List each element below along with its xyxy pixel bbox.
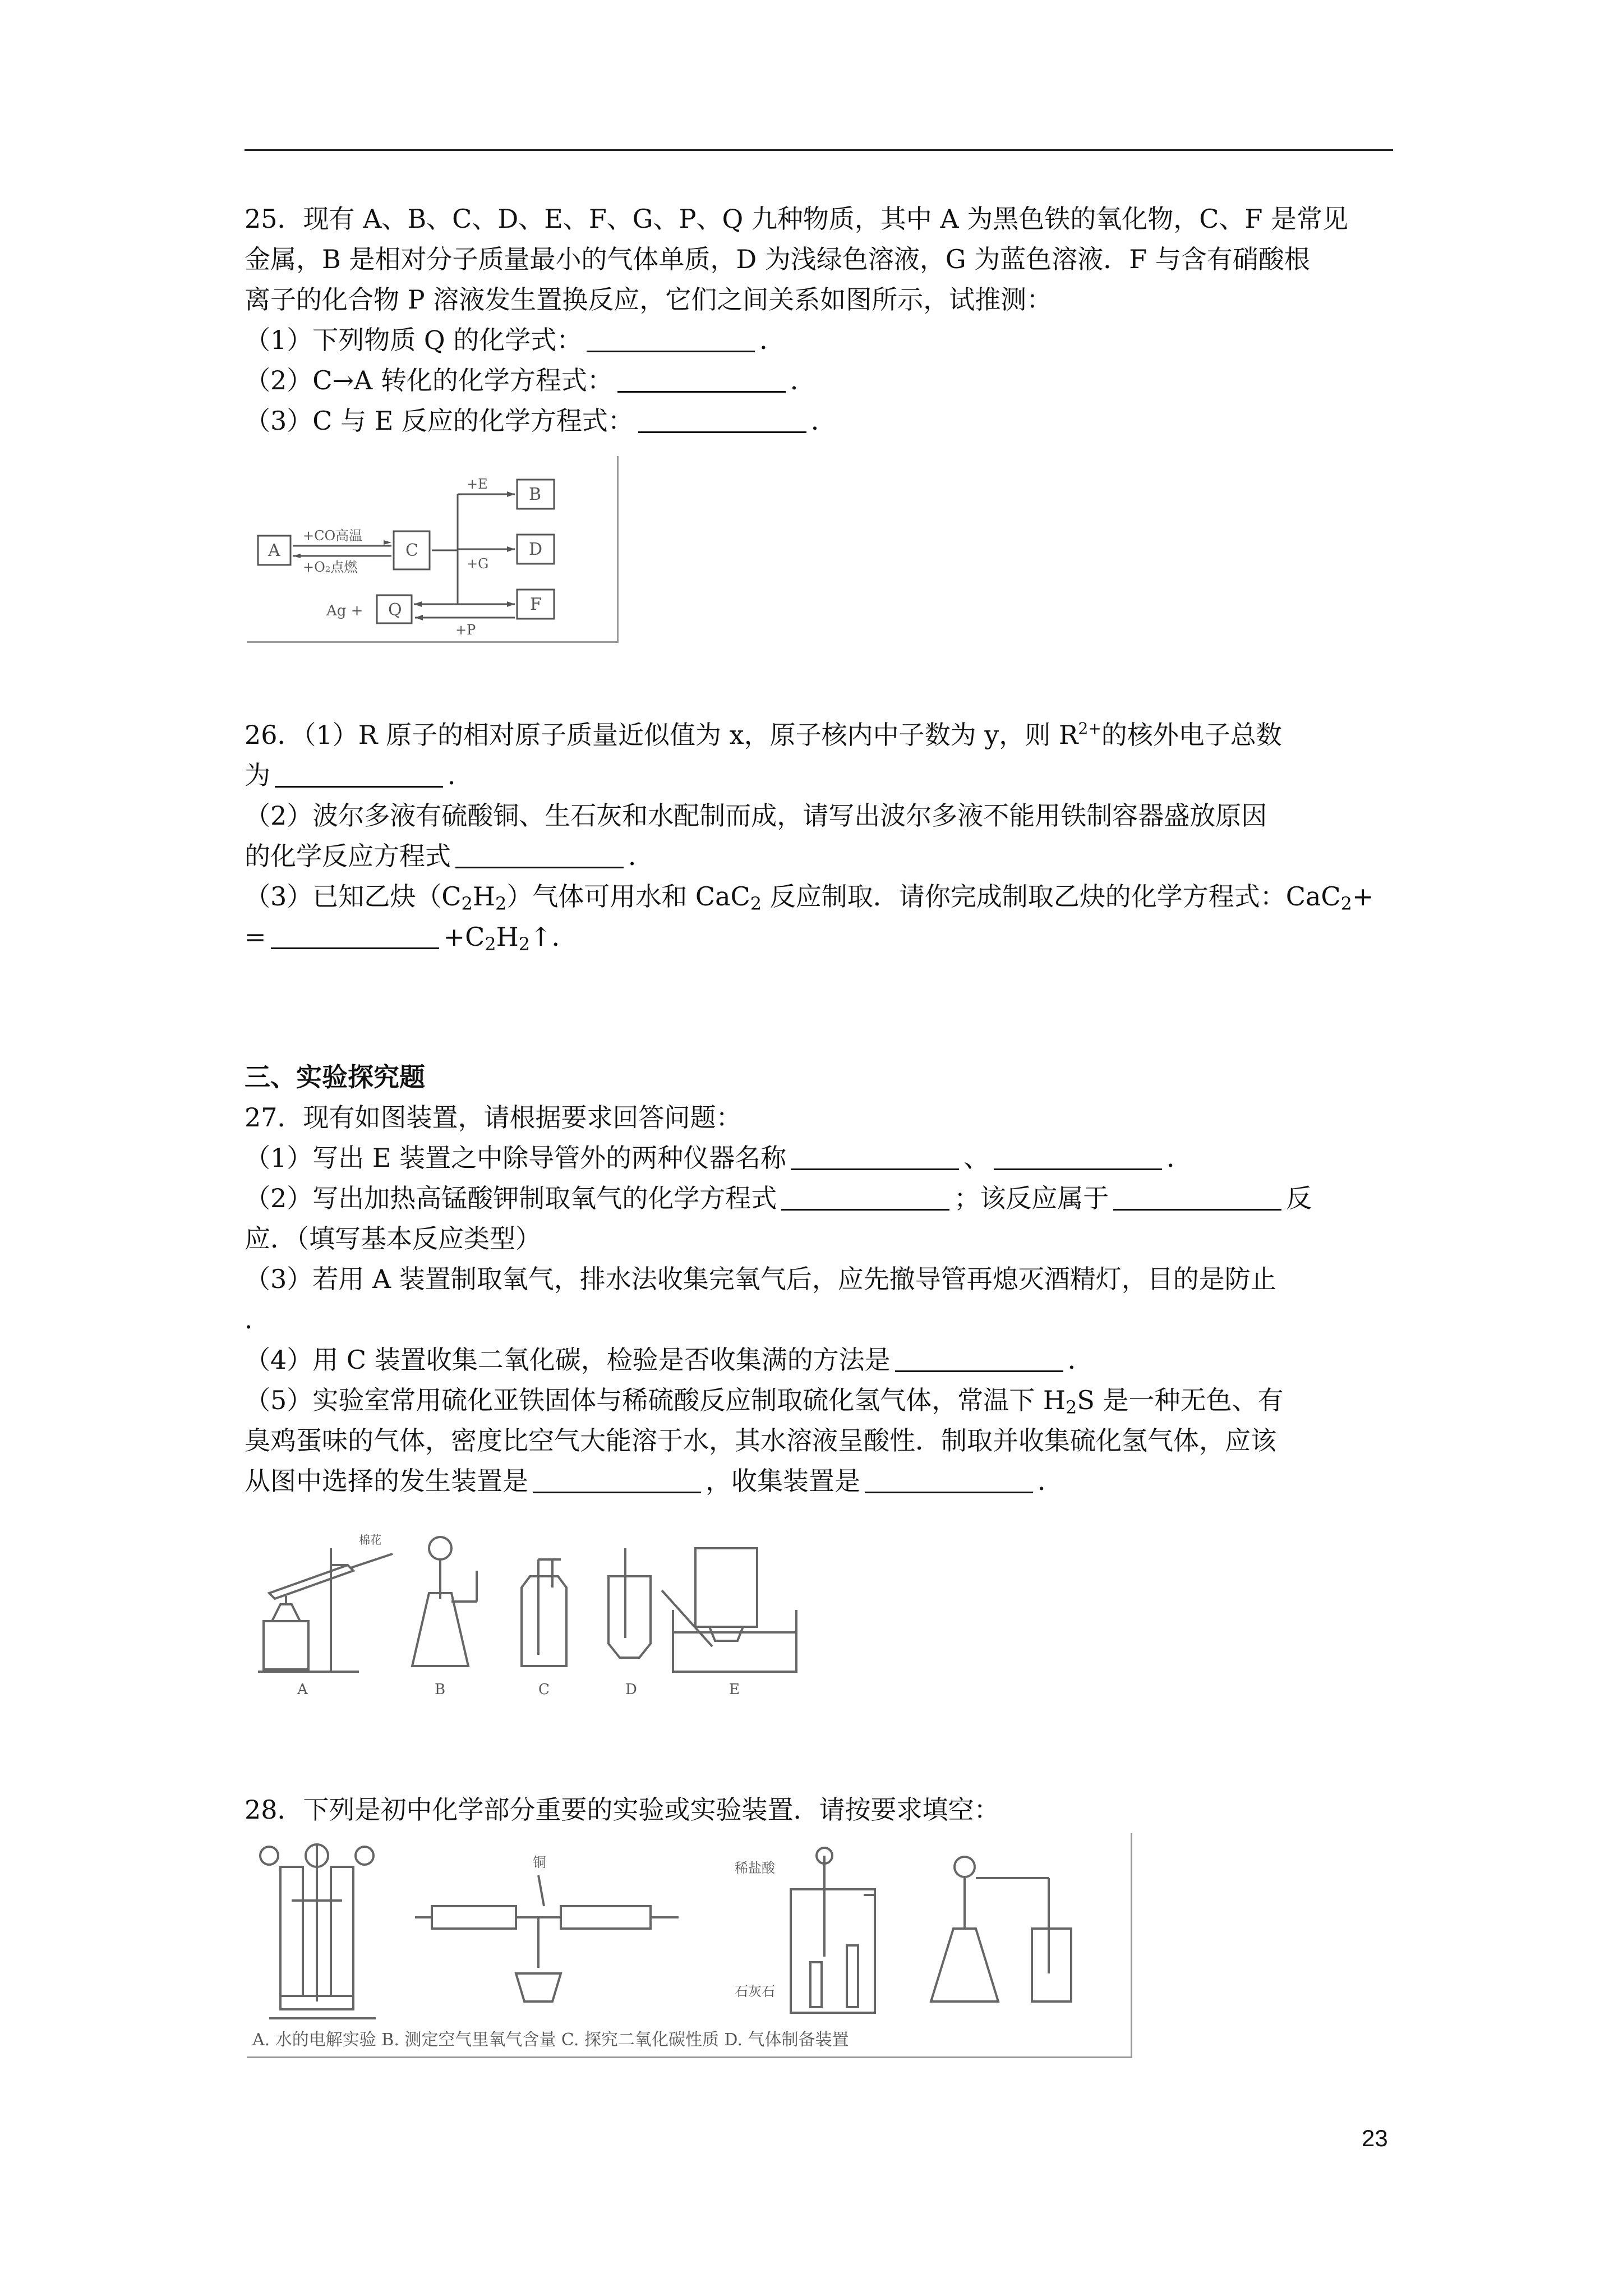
q27-apparatus-figure — [247, 1526, 812, 1700]
experiment-D — [931, 1857, 1071, 2001]
page-number: 23 — [1362, 2125, 1388, 2151]
label-e: +E — [467, 476, 488, 492]
label-Q: Q — [388, 600, 402, 620]
apparatus-B — [412, 1537, 477, 1666]
answer-blank[interactable] — [617, 365, 786, 393]
q27-line-4: 应．（填写基本反应类型） — [245, 1223, 541, 1254]
answer-blank[interactable] — [994, 1143, 1162, 1170]
label-C: C — [538, 1681, 550, 1698]
q25-sub-2: （2）C→A 转化的化学方程式： ． — [245, 365, 816, 395]
label-A: A — [297, 1681, 308, 1698]
answer-blank[interactable] — [638, 406, 806, 433]
q25-line-2: 金属，B 是相对分子质量最小的气体单质，D 为浅绿色溶液，G 为蓝色溶液．F 与含有硝酸根 — [245, 244, 1310, 274]
answer-blank[interactable] — [271, 922, 439, 949]
label-A: A — [268, 541, 280, 560]
answer-blank[interactable] — [791, 1143, 959, 1170]
q27-line-10: 从图中选择的发生装置是 ，收集装置是 ． — [245, 1466, 1063, 1496]
label-ag: Ag + — [326, 602, 363, 619]
answer-blank[interactable] — [587, 325, 755, 352]
q25-line-1: 25．现有 A、B、C、D、E、F、G、P、Q 九种物质，其中 A 为黑色铁的氧化物，C、F 是常见 — [245, 204, 1348, 234]
q25-sub-2-text: （2）C→A 转化的化学方程式： — [245, 365, 613, 395]
q27-line-2: （1）写出 E 装置之中除导管外的两种仪器名称 、 ． — [245, 1143, 1193, 1173]
label-E: E — [729, 1681, 740, 1698]
header-rule — [245, 149, 1393, 151]
label-co: +CO高温 — [303, 528, 363, 544]
q25-line-3: 离子的化合物 P 溶液发生置换反应，它们之间关系如图所示，试推测： — [245, 284, 1053, 315]
label-acid: 稀盐酸 — [735, 1860, 775, 1876]
q28-line-1: 28．下列是初中化学部分重要的实验或实验装置．请按要求填空： — [245, 1795, 1000, 1825]
answer-blank[interactable] — [275, 760, 443, 788]
label-D: D — [529, 540, 543, 559]
q28-experiments-figure — [247, 1833, 1132, 2058]
q25-sub-3: （3）C 与 E 反应的化学方程式： ． — [245, 406, 837, 436]
q27-line-6: ． — [245, 1304, 270, 1335]
experiment-B — [415, 1875, 679, 2001]
apparatus-C — [522, 1559, 566, 1666]
q26-line-4: 的化学反应方程式 ． — [245, 841, 654, 871]
q25-sub-1-text: （1）下列物质 Q 的化学式： — [245, 325, 583, 355]
apparatus-A — [258, 1548, 393, 1672]
label-g: +G — [467, 556, 489, 572]
apparatus-D — [608, 1548, 651, 1658]
answer-blank[interactable] — [895, 1345, 1063, 1372]
label-F: F — [530, 595, 542, 614]
label-D: D — [625, 1681, 637, 1698]
q25-sub-3-text: （3）C 与 E 反应的化学方程式： — [245, 406, 634, 436]
label-limestone: 石灰石 — [735, 1984, 775, 1999]
experiment-A — [260, 1844, 376, 2018]
label-o2: +O₂点燃 — [303, 559, 358, 575]
experiment-C — [791, 1848, 875, 2013]
answer-blank[interactable] — [865, 1466, 1033, 1493]
q25-sub-1: （1）下列物质 Q 的化学式： ． — [245, 325, 786, 355]
q26-line-5: （3）已知乙炔$(C_2H_2)$气体可用水和 CaC$_2$ 反应制取．请你完成制取乙炔的化学方程式：CaC$_2$+ — [245, 881, 1374, 914]
answer-blank[interactable] — [533, 1466, 701, 1493]
label-p: +P — [455, 622, 476, 638]
q26-line-2: 为 ． — [245, 760, 473, 790]
q26-line-1: 26．（1）R 原子的相对原子质量近似值为 x，原子核内中子数为 y，则 $R^{2+}$的核外电子总数 — [245, 719, 1282, 750]
label-B: B — [435, 1681, 446, 1698]
q27-line-9: 臭鸡蛋味的气体，密度比空气大能溶于水，其水溶液呈酸性．制取并收集硫化氢气体，应该 — [245, 1425, 1276, 1456]
label-C: C — [405, 541, 418, 560]
answer-blank[interactable] — [455, 841, 624, 868]
section-3-title: 三、实验探究题 — [245, 1062, 425, 1092]
label-copper: 铜 — [533, 1855, 546, 1870]
q27-line-7: （4）用 C 装置收集二氧化碳，检验是否收集满的方法是 ． — [245, 1345, 1094, 1375]
label-cotton: 棉花 — [359, 1533, 381, 1547]
q27-line-1: 27．现有如图装置，请根据要求回答问题： — [245, 1102, 742, 1133]
q27-line-8: （5）实验室常用硫化亚铁固体与稀硫酸反应制取硫化氢气体，常温下 $H_2S$ 是一种无色、有 — [245, 1385, 1284, 1418]
q27-line-3: （2）写出加热高锰酸钾制取氧气的化学方程式 ；该反应属于 反 — [245, 1183, 1312, 1213]
label-B: B — [529, 485, 542, 504]
apparatus-E — [662, 1548, 796, 1672]
figure-captions: A. 水的电解实验 B. 测定空气里氧气含量 C. 探究二氧化碳性质 D. 气体制备装置 — [252, 2030, 849, 2050]
q26-line-3: （2）波尔多液有硫酸铜、生石灰和水配制而成，请写出波尔多液不能用铁制容器盛放原因 — [245, 800, 1267, 831]
q27-line-5: （3）若用 A 装置制取氧气，排水法收集完氧气后，应先撤导管再熄灭酒精灯，目的是防止 — [245, 1264, 1276, 1294]
q26-line-6: = $+C_2H_2↑$． — [245, 922, 578, 955]
answer-blank[interactable] — [781, 1183, 949, 1211]
q25-relationship-diagram — [247, 456, 619, 643]
answer-blank[interactable] — [1113, 1183, 1281, 1211]
